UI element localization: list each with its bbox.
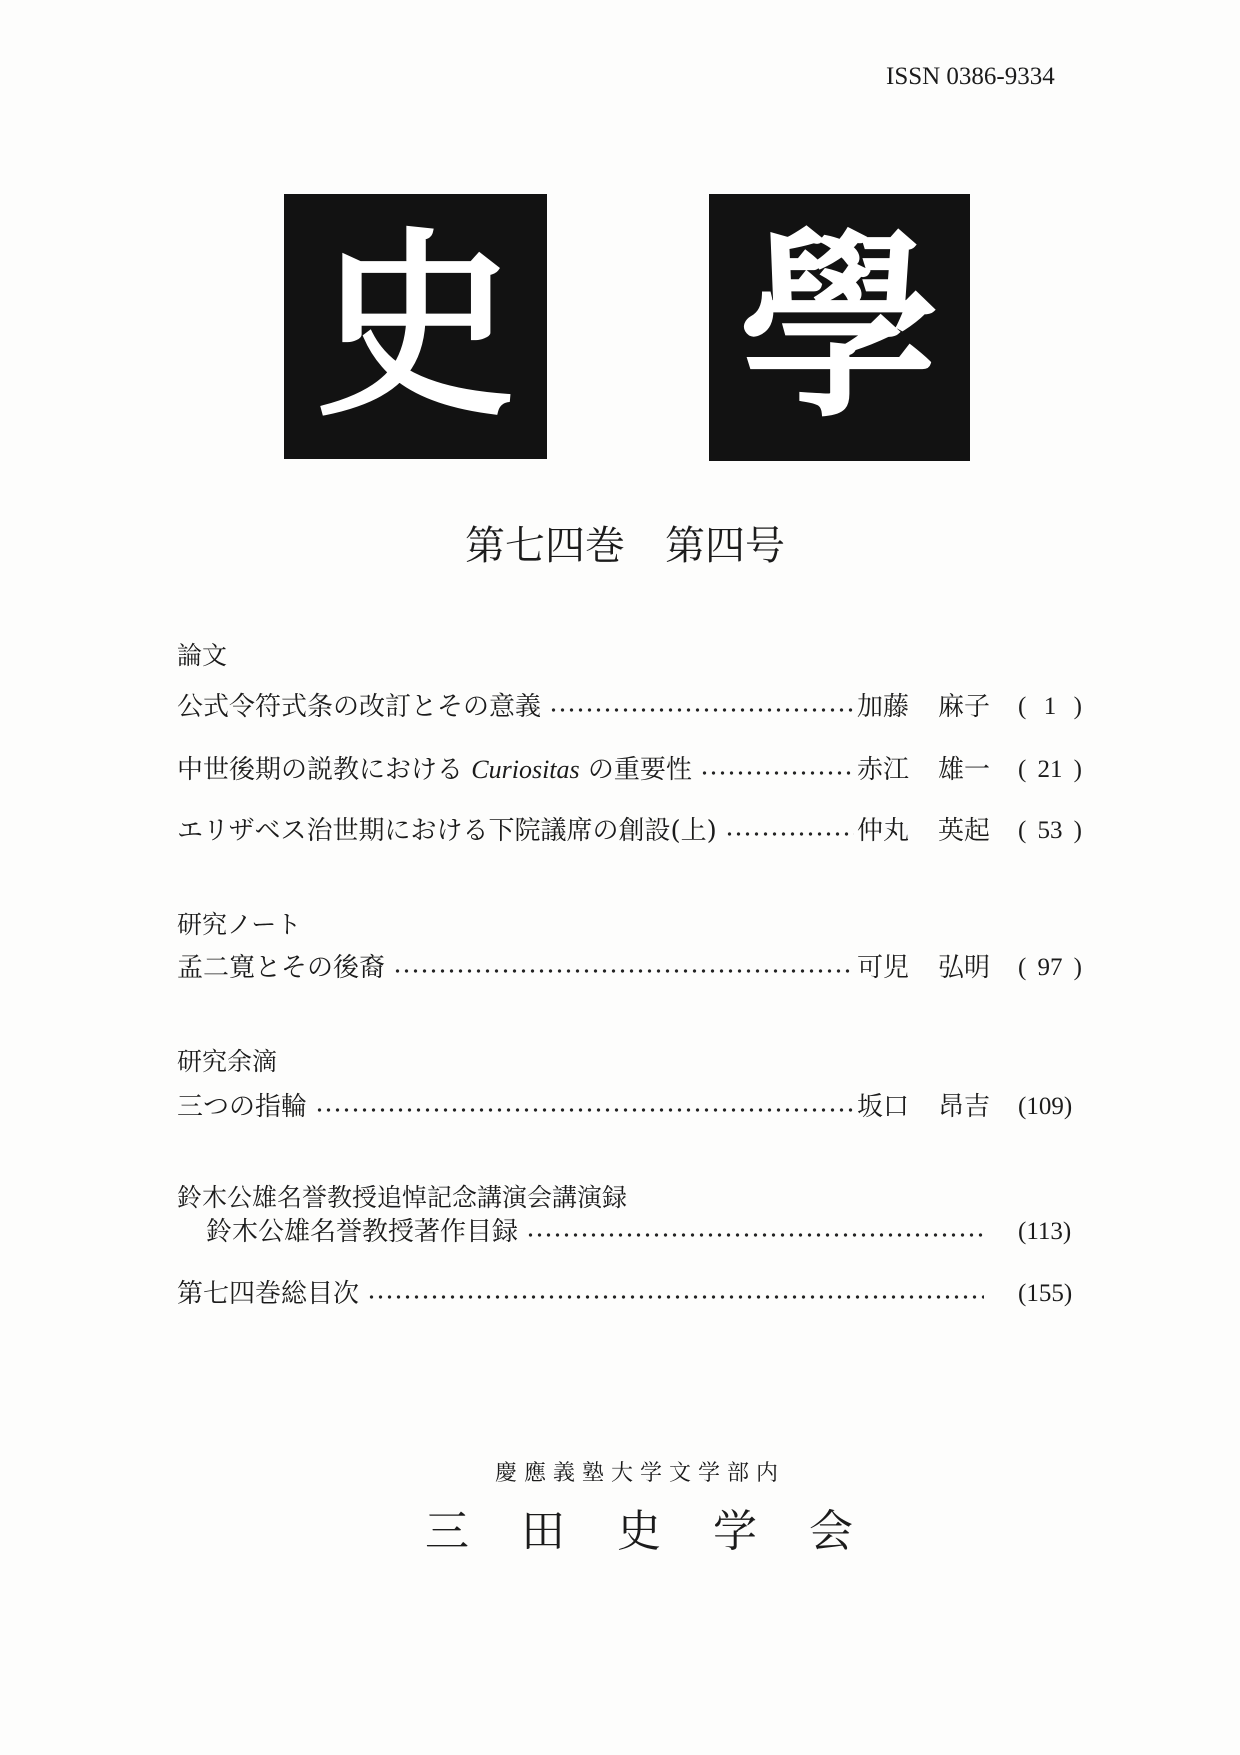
entry-author bbox=[857, 690, 990, 724]
page-number: (109) bbox=[1018, 1093, 1073, 1120]
publisher-name: 三田史学会 bbox=[425, 1506, 905, 1557]
toc-entry bbox=[177, 753, 1082, 787]
toc-entry bbox=[206, 1215, 1082, 1249]
author-family-name: 可児 bbox=[857, 953, 910, 983]
page-number: (155) bbox=[1018, 1280, 1073, 1307]
dot-leader bbox=[367, 1277, 984, 1311]
entry-title: 第七四巻総目次 bbox=[177, 1279, 360, 1309]
entry-title: 鈴木公雄名誉教授著作目録 bbox=[206, 1217, 519, 1247]
entry-title: エリザベス治世期における下院議席の創設(上) bbox=[177, 816, 717, 846]
dot-leader bbox=[393, 951, 854, 985]
author-given-name: 弘明 bbox=[937, 953, 990, 983]
entry-author bbox=[857, 1090, 990, 1124]
entry-title: 三つの指輪 bbox=[177, 1092, 308, 1122]
entry-author bbox=[857, 753, 990, 787]
author-given-name: 雄一 bbox=[937, 755, 990, 785]
section-heading-articles: 論文 bbox=[177, 641, 228, 670]
masthead-char-shi: 史 bbox=[315, 208, 516, 444]
page-number: (113) bbox=[1018, 1218, 1072, 1245]
dot-leader bbox=[725, 814, 854, 848]
page-number: ( 1 ) bbox=[1018, 693, 1082, 720]
author-family-name: 加藤 bbox=[857, 692, 910, 722]
page-number: ( 97 ) bbox=[1018, 954, 1082, 981]
issue-title: 第七四巻 第四号 bbox=[465, 523, 785, 569]
author-family-name: 坂口 bbox=[857, 1092, 910, 1122]
entry-author bbox=[857, 814, 990, 848]
section-heading-research-miscellany: 研究余滴 bbox=[177, 1047, 278, 1076]
issn-number: ISSN 0386-9334 bbox=[886, 63, 1055, 90]
section-heading-memorial-lecture: 鈴木公雄名誉教授追悼記念講演会講演録 bbox=[177, 1183, 628, 1212]
masthead-char-gaku: 學 bbox=[739, 209, 940, 445]
dot-leader bbox=[700, 753, 854, 787]
author-given-name: 昂吉 bbox=[937, 1092, 990, 1122]
masthead-box-right bbox=[709, 194, 970, 461]
publisher-affiliation: 慶應義塾大学文学部内 bbox=[495, 1461, 786, 1486]
dot-leader bbox=[526, 1215, 984, 1249]
toc-entry-general-index bbox=[177, 1277, 1082, 1311]
toc-entry bbox=[177, 814, 1082, 848]
page-number: ( 21 ) bbox=[1018, 756, 1082, 783]
entry-title: 公式令符式条の改訂とその意義 bbox=[177, 692, 542, 722]
entry-title: 孟二寛とその後裔 bbox=[177, 953, 386, 983]
masthead-box-left bbox=[284, 194, 547, 459]
author-given-name: 英起 bbox=[937, 816, 990, 846]
entry-title bbox=[177, 753, 692, 787]
dot-leader bbox=[315, 1090, 854, 1124]
page-number: ( 53 ) bbox=[1018, 817, 1082, 844]
toc-entry bbox=[177, 690, 1082, 724]
entry-author bbox=[857, 951, 990, 985]
entry-title-prefix: 中世後期の説教における bbox=[177, 755, 472, 785]
entry-title-suffix: の重要性 bbox=[579, 755, 692, 785]
dot-leader bbox=[549, 690, 854, 724]
author-family-name: 赤江 bbox=[857, 755, 910, 785]
author-given-name: 麻子 bbox=[937, 692, 990, 722]
toc-entry bbox=[177, 1090, 1082, 1124]
section-heading-research-notes: 研究ノート bbox=[177, 910, 302, 939]
toc-entry bbox=[177, 951, 1082, 985]
author-family-name: 仲丸 bbox=[857, 816, 910, 846]
entry-title-latin-term: Curiositas bbox=[471, 755, 580, 784]
